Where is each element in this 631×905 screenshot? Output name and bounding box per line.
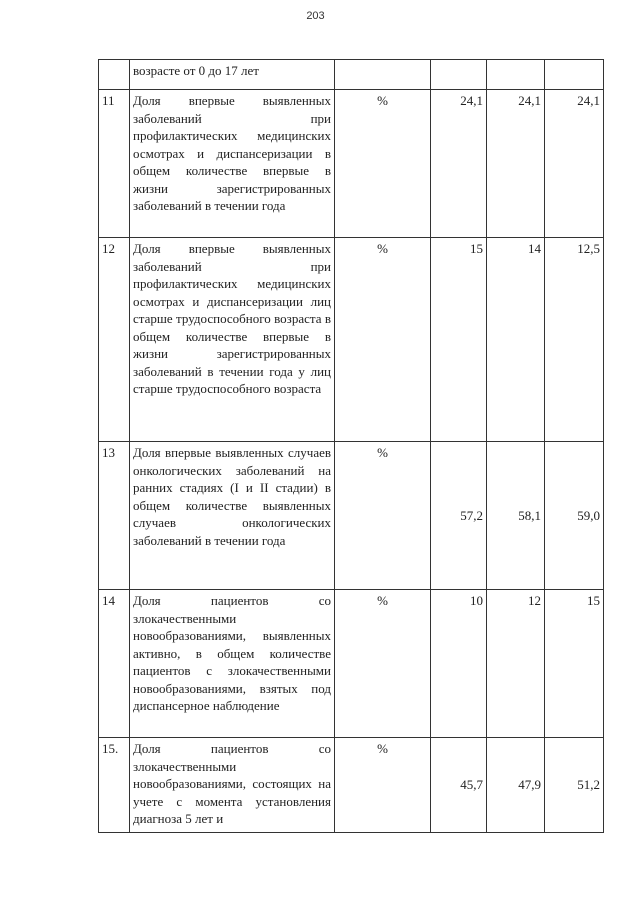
- value-year-1: 24,1: [431, 90, 487, 238]
- table-row: [99, 238, 604, 442]
- value-year-3: 24,1: [545, 90, 604, 238]
- table-row: [99, 590, 604, 738]
- indicator-name: Доля впервые выявленных случаев онкологических заболеваний на ранних стадиях (I и II стадии) в общем количестве выявленных случаев онкологических заболеваний в течении года: [130, 442, 335, 590]
- value-year-2: 58,1: [487, 442, 545, 590]
- unit: %: [335, 590, 431, 738]
- value-year-2: 47,9: [487, 738, 545, 833]
- value-year-3: 51,2: [545, 738, 604, 833]
- value-year-2: 14: [487, 238, 545, 442]
- indicator-name: Доля пациентов со злокачественными новообразованиями, выявленных активно, в общем количестве пациентов с злокачественными новообразованиями, взятых под диспансерное наблюдение: [130, 590, 335, 738]
- table-row: [99, 442, 604, 590]
- row-number: 12: [99, 238, 130, 442]
- row-number: 11: [99, 90, 130, 238]
- value-cell: [487, 60, 545, 90]
- value-year-1: 10: [431, 590, 487, 738]
- row-number: 14: [99, 590, 130, 738]
- value-year-2: 24,1: [487, 90, 545, 238]
- row-number: 13: [99, 442, 130, 590]
- unit: %: [335, 238, 431, 442]
- value-year-3: 59,0: [545, 442, 604, 590]
- indicators-table: [98, 59, 604, 833]
- value-year-1: 57,2: [431, 442, 487, 590]
- row-number: 15.: [99, 738, 130, 833]
- value-cell: [431, 60, 487, 90]
- indicator-name: Доля пациентов со злокачественными новообразованиями, состоящих на учете с момента установления диагноза 5 лет и: [130, 738, 335, 833]
- row-number-cell: [99, 60, 130, 90]
- indicator-name: Доля впервые выявленных заболеваний при профилактических медицинских осмотрах и диспансеризации в общем количестве впервые в жизни зарегистрированных заболеваний в течении года: [130, 90, 335, 238]
- value-year-3: 12,5: [545, 238, 604, 442]
- unit-cell: [335, 60, 431, 90]
- indicator-name: возрасте от 0 до 17 лет: [130, 60, 335, 90]
- value-year-2: 12: [487, 590, 545, 738]
- unit: %: [335, 90, 431, 238]
- table-row: [99, 738, 604, 833]
- value-year-1: 15: [431, 238, 487, 442]
- unit: %: [335, 442, 431, 590]
- table-row: [99, 90, 604, 238]
- table-row-continuation: [99, 60, 604, 90]
- unit: %: [335, 738, 431, 833]
- page-number: 203: [306, 10, 325, 22]
- value-year-3: 15: [545, 590, 604, 738]
- indicator-name: Доля впервые выявленных заболеваний при профилактических медицинских осмотрах и диспансеризации лиц старше трудоспособного возраста в общем количестве впервые в жизни зарегистрированных заболеваний в течении года у лиц старше трудоспособного возраста: [130, 238, 335, 442]
- value-cell: [545, 60, 604, 90]
- value-year-1: 45,7: [431, 738, 487, 833]
